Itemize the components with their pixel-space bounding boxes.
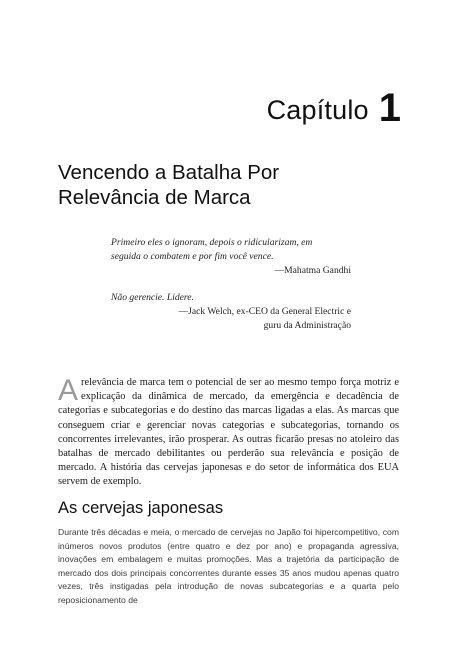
intro-paragraph — [58, 376, 399, 490]
section-heading: As cervejas japonesas — [58, 499, 224, 517]
epigraph-quote-line: seguida o combatem e por fim você vence. — [111, 251, 274, 262]
epigraph-attribution: —Mahatma Gandhi — [274, 265, 351, 276]
epigraph-quote-line: Primeiro eles o ignoram, depois o ridicularizam, em — [111, 237, 313, 248]
chapter-label: Capítulo — [266, 95, 369, 125]
drop-cap: A — [58, 374, 79, 407]
intro-text: relevância de marca tem o potencial de ser ao mesmo tempo força motriz e explicação da dinâmica de mercado, da emergência e decadência de categorias e subcategorias e do destino das marcas ligadas a elas. As marcas que conseguem criar e gerenciar novas categorias e subcategorias, tornando os concorrentes irrelevantes, irão prosperar. As outras ficarão presas no atoleiro das batalhas de mercado debilitantes ou perderão sua relevância e posição de mercado. A história das cervejas japonesas e do setor de informática dos EUA servem de exemplo. — [58, 377, 399, 488]
epigraph-attribution: —Jack Welch, ex-CEO da General Electric e — [178, 306, 351, 317]
epigraph-quote-line: Não gerencie. Lidere. — [111, 292, 194, 303]
epigraph-welch — [111, 291, 351, 333]
chapter-title — [58, 160, 418, 210]
epigraph-gandhi — [111, 236, 351, 278]
chapter-title-line-1: Vencendo a Batalha Por — [58, 161, 280, 184]
chapter-heading — [267, 84, 401, 129]
epigraph-attribution: guru da Administração — [263, 320, 351, 331]
chapter-number: 1 — [378, 86, 401, 130]
section-paragraph: Durante três décadas e meia, o mercado de cervejas no Japão foi hipercompetitivo, com inúmeros novos produtos (entre quatro e dez por ano) e propaganda agressiva, inovações em embalagem e muitas promoções. Mas a trajetória da participação de mercado dos dois principais concorrentes durante esses 35 anos mudou apenas quatro vezes, três instigadas pela introdução de novas subcategorias e a quarta pelo reposicionamento de — [58, 527, 399, 605]
chapter-title-line-2: Relevância de Marca — [58, 186, 251, 209]
